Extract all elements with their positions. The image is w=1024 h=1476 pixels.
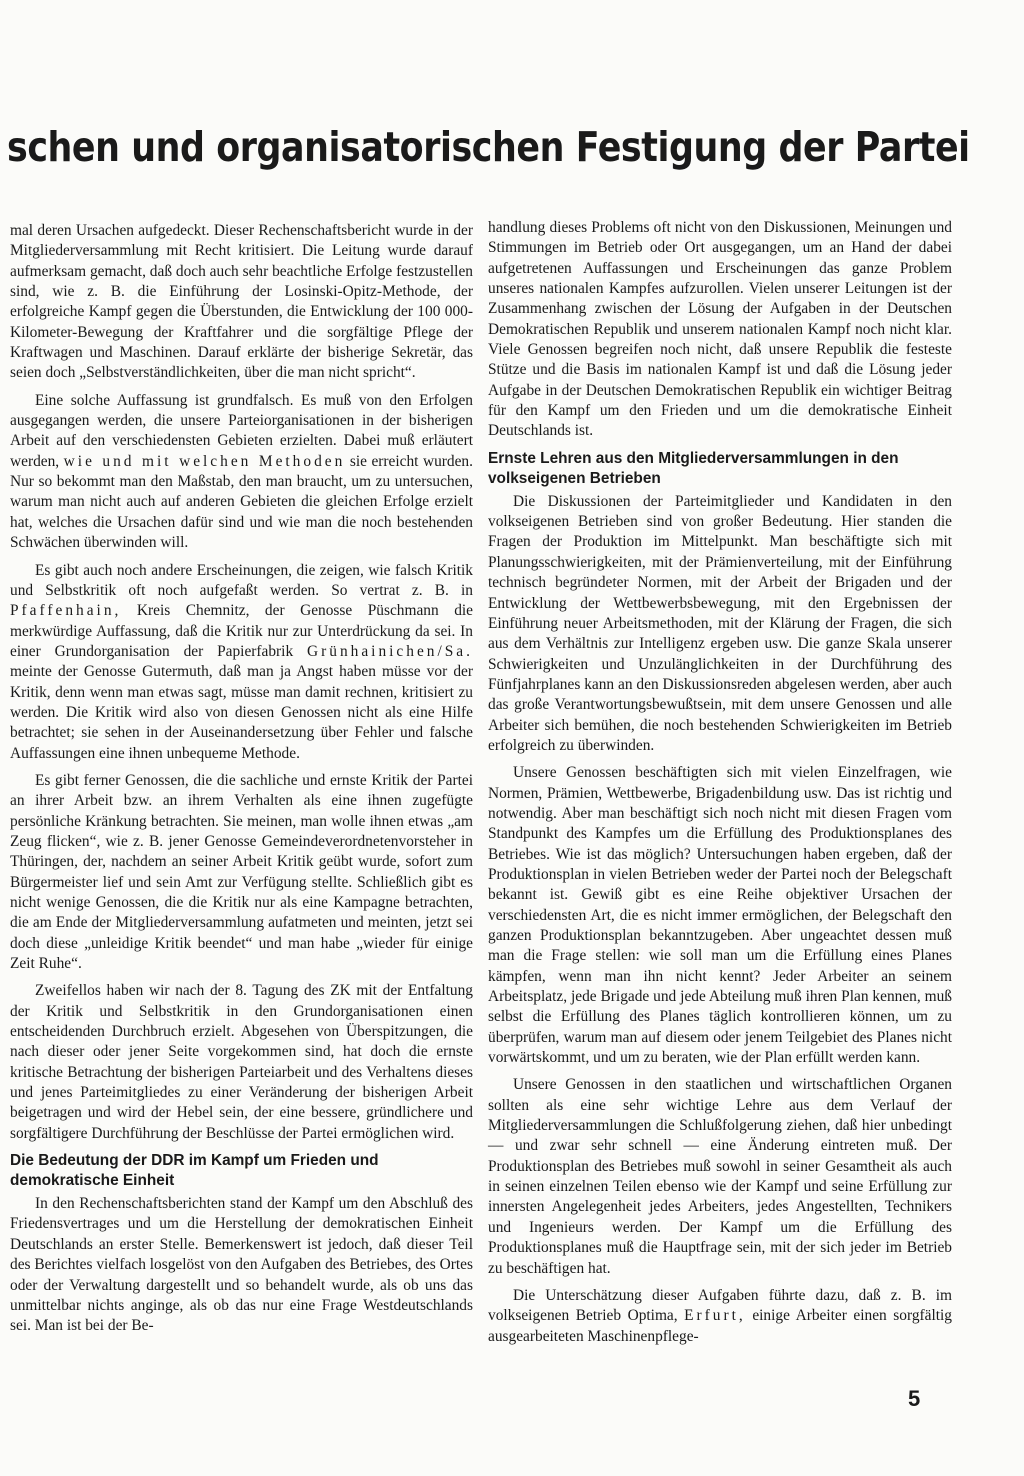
paragraph: [488, 1286, 952, 1347]
paragraph: Es gibt ferner Genossen, die die sachliche und ernste Kritik der Partei an ihrer Arbeit bzw. an ihrem Verhalten als eine ihnen zugefügte persönliche Kränkung betrachten. Sie meinen, man wolle ihnen etwas „am Zeug flicken“, wie z. B. jener Genosse Gemeindeverordnetenvorsteher in Thüringen, der, nachdem an seiner Arbeit Kritik geübt wurde, sofort zum Bürgermeister lief und sein Amt zur Verfügung stellte. Schließlich gibt es nicht wenige Genossen, die die Kritik nur als eine Kampagne betrachten, die am Ende der Mitgliederversammlung aufatmeten und meinten, jetzt sei doch diese „unleidige Kritik beendet“ und man habe „wieder für einige Zeit Ruhe“.: [10, 771, 473, 973]
paragraph: In den Rechenschaftsberichten stand der Kampf um den Abschluß des Friedensvertrages und um die Herstellung der demokratischen Einheit Deutschlands an erster Stelle. Bemerkenswert ist jedoch, daß dieser Teil des Berichtes vielfach losgelöst von den Aufgaben des Betriebes, des Ortes oder der Verwaltung dargestellt und so behandelt wurde, als ob uns das unmittelbar nichts anginge, als ob das nur eine Frage Westdeutschlands sei. Man ist bei der Be-: [10, 1195, 473, 1335]
emphasized-text: Grünhainichen/Sa.: [307, 642, 473, 660]
paragraph-text: Kreis Chemnitz, der Genosse Püschmann die merkwürdige Auffassung, daß die Kritik nur zur Unterdrückung da sei. In einer Grundorganisation der Papierfabrik: [10, 602, 473, 660]
paragraph: Zweifellos haben wir nach der 8. Tagung des ZK mit der Entfaltung der Kritik und Selbstkritik in den Grundorganisationen einen entscheidenden Durchbruch erzielt. Abgesehen von Überspitzungen, die nach dieser oder jener Seite vorgekommen sind, hat doch die ernste kritische Betrachtung der bisherigen Parteiarbeit und des Verhaltens dieses und jenes Parteimitgliedes zu einer Veränderung der bisherigen Arbeit beigetragen und wird der Hebel sein, der eine bessere, gründlichere und sorgfältigere Durchführung der Beschlüsse der Partei ermöglichen wird.: [10, 982, 473, 1142]
paragraph-text: meinte der Genosse Gutermuth, daß man ja Angst haben müsse vor der Kritik, denn wenn man etwas sagt, müsse man damit rechnen, kritisiert zu werden. Die Kritik wird also von diesen Genossen nicht als eine Hilfe betrachtet; sie sehen in der Auseinandersetzung über Fehler und falsche Auffassungen eine ihnen unbequeme Methode.: [10, 663, 473, 762]
emphasized-text: Pfaffenhain,: [10, 602, 122, 620]
page-number: 5: [908, 1386, 921, 1411]
emphasized-text: Erfurt,: [684, 1307, 746, 1325]
paragraph: [10, 561, 473, 764]
paragraph: Die Diskussionen der Parteimitglieder und Kandidaten in den volkseigenen Betrieben sind von großer Bedeutung. Hier standen die Fragen der Produktion im Mittelpunkt. Man beschäftigte sich mit Planungsschwierigkeiten, mit der Prämienverteilung, mit der Einführung technisch begründeter Normen, mit der Arbeit der Brigaden und der Entwicklung der Wettbewerbsbewegung, mit den Ergebnissen der Einführung neuer Arbeitsmethoden, mit der Klärung der Fragen, die sich aus dem Verhältnis zur Intelligenz ergeben usw. Die ganze Skala unserer Schwierigkeiten und Unzulänglichkeiten in der Durchführung des Fünfjahrplanes kann an den Diskussionsreden abgelesen werden, aber auch das große Verantwortungsbewußtsein, mit dem unsere Genossen und alle Arbeiter sich bemühen, die noch bestehenden Schwierigkeiten im Betrieb erfolgreich zu überwinden.: [488, 492, 952, 754]
paragraph: Unsere Genossen beschäftigten sich mit vielen Einzelfragen, wie Normen, Prämien, Wettbewerbe, Brigadenbildung usw. Das ist richtig und notwendig. Aber man beschäftigt sich noch nicht mit diesen Fragen vom Standpunkt des Kampfes um die Erfüllung des Produktionsplanes des Betriebes. Wie ist das möglich? Untersuchungen haben ergeben, daß der Produktionsplan in vielen Betrieben weder der Partei noch der Belegschaft bekannt ist. Gewiß gibt es eine Reihe objektiver Ursachen der verschiedensten Art, die es nicht immer ermöglichen, der Belegschaft den ganzen Produktionsplan bekanntzugeben. Aber ungeachtet dessen muß man die Frage stellen: wie soll man um die Erfüllung eines Planes kämpfen, wenn man ihn nicht kennt? Jeder Arbeiter an seinem Arbeitsplatz, jede Brigade und jede Abteilung muß ihren Plan kennen, muß selbst die Erfüllung des Planes täglich kontrollieren können, um zu überprüfen, warum man auf diesem oder jenem Teilgebiet des Planes nicht vorwärtskommt, und um zu beraten, wie der Plan erfüllt werden kann.: [488, 764, 952, 1067]
paragraph-text: Es gibt auch noch andere Erscheinungen, die zeigen, wie falsch Kritik und Selbstkritik oft noch aufgefaßt werden. So vertrat z. B. in: [10, 561, 473, 599]
paragraph-text: Die Unterschätzung dieser Aufgaben führte dazu, daß z. B. im volkseigenen Betrieb Optima,: [488, 1286, 952, 1325]
right-text-column: [488, 218, 952, 1354]
page-headline: schen und organisatorischen Festigung der Partei: [7, 123, 970, 171]
paragraph: mal deren Ursachen aufgedeckt. Dieser Rechenschaftsbericht wurde in der Mitgliederversammlung mit Recht kritisiert. Die Leitung wurde darauf aufmerksam gemacht, daß doch auch sehr beachtliche Erfolge festzustellen sind, wie z. B. die Einführung der Losinski-Opitz-Methode, der erfolgreiche Kampf gegen die Überstunden, die Entwicklung der 100 000-Kilometer-Bewegung der Kraftfahrer und die sorgfältige Pflege der Kraftwagen und Maschinen. Darauf erklärte der bisherige Sekretär, das seien doch „Selbstverständlichkeiten, über die man nicht spricht“.: [10, 222, 473, 382]
emphasized-text: wie und mit welchen Methoden: [63, 452, 346, 470]
paragraph-text: sie erreicht wurden. Nur so bekommt man den Maßstab, den man braucht, um zu untersuchen, warum man nicht auch auf anderen Gebieten die gleichen Erfolge erzielt hat, welches die Ursachen dafür sind und wie man die noch bestehenden Schwächen überwinden will.: [10, 452, 473, 552]
paragraph: Unsere Genossen in den staatlichen und wirtschaftlichen Organen sollten als eine sehr wichtige Lehre aus dem Verlauf der Mitgliederversammlungen die Schlußfolgerung ziehen, daß hier unbedingt — und zwar sehr schnell — eine Änderung eintreten muß. Der Produktionsplan des Betriebes muß sowohl in seiner Gesamtheit als auch in seinen einzelnen Teilen ebenso wie der Kampf und seine Erfüllung zur innersten Angelegenheit jedes Arbeiters, jedes Angestellten, Technikers und Ingenieurs werden. Der Kampf um die Erfüllung des Produktionsplanes muß die Hauptfrage sein, mit der sich jeder im Betrieb zu beschäftigen hat.: [488, 1076, 952, 1277]
paragraph: handlung dieses Problems oft nicht von den Diskussionen, Meinungen und Stimmungen im Betrieb oder Ort ausgegangen, um an Hand der dabei aufgetretenen Auffassungen und Erscheinungen das ganze Problem unseres nationalen Kampfes aufzurollen. Vielen unserer Leitungen ist der Zusammenhang zwischen der Lösung der Aufgaben in der Deutschen Demokratischen Republik und unserem nationalen Kampf noch nicht klar. Viele Genossen begreifen noch nicht, daß unsere Republik die festeste Stütze und die Basis im nationalen Kampf ist und daß die Lösung jeder Aufgabe in der Deutschen Demokratischen Republik ein wichtiger Beitrag für den Kampf um den Frieden und um die demokratische Einheit Deutschlands ist.: [488, 219, 952, 440]
paragraph-text: einige Arbeiter einen sorgfältig ausgearbeiteten Maschinenpflege-: [488, 1307, 952, 1345]
paragraph-text: Eine solche Auffassung ist grundfalsch. Es muß von den Erfolgen ausgegangen werden, die unsere Parteiorganisationen in der bisherigen Arbeit auf den verschiedensten Gebieten erzielten. Dabei muß erläutert werden,: [10, 391, 473, 470]
section-heading: Ernste Lehren aus den Mitgliederversammlungen in den volkseigenen Betrieben: [488, 449, 899, 487]
paragraph: [10, 391, 473, 554]
left-text-column: [10, 221, 473, 1344]
section-heading: Die Bedeutung der DDR im Kampf um Frieden und demokratische Einheit: [10, 1152, 379, 1190]
